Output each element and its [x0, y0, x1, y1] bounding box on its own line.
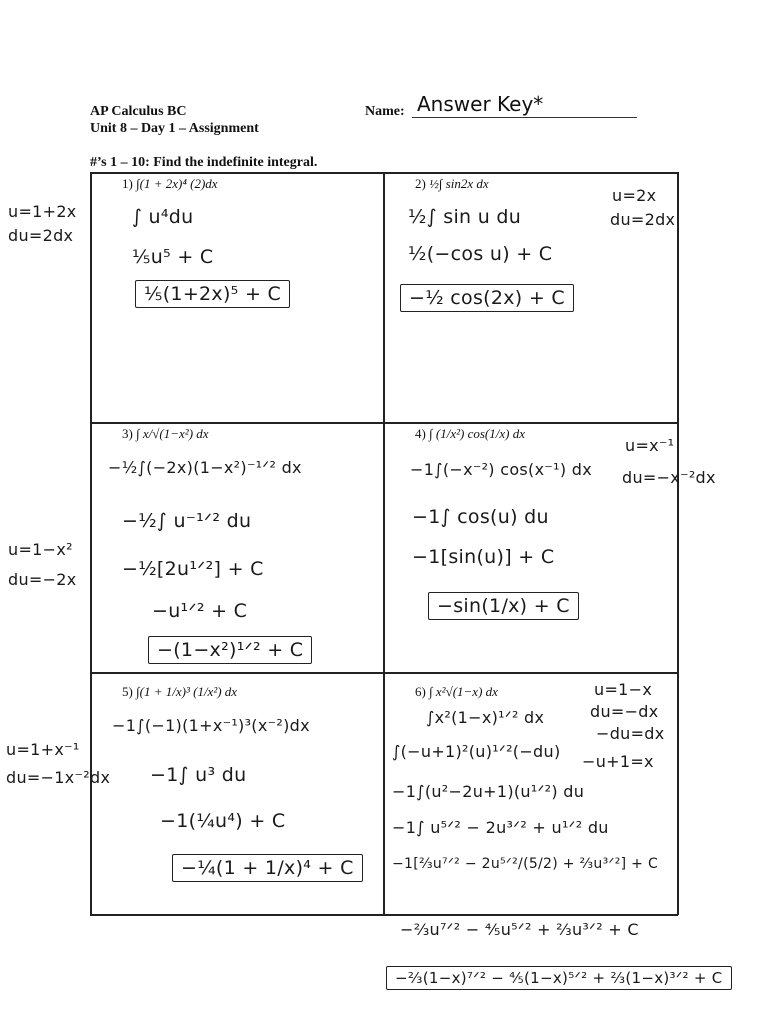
boxed-answer: −¼(1 + 1/x)⁴ + C [172, 854, 363, 882]
work-step: −1∫(u²−2u+1)(u¹ᐟ²) du [392, 782, 585, 801]
margin-note: du=2dx [610, 210, 676, 229]
work-step: ½(−cos u) + C [408, 243, 553, 265]
work-step: −⅔u⁷ᐟ² − ⅘u⁵ᐟ² + ⅔u³ᐟ² + C [400, 920, 639, 939]
name-value: Answer Key* [417, 92, 544, 116]
work-step: ∫ u⁴du [132, 206, 194, 228]
name-label: Name: [365, 104, 405, 119]
margin-note: du=−1x⁻²dx [6, 768, 111, 787]
work-step: ∫x²(1−x)¹ᐟ² dx [426, 708, 545, 727]
margin-note: u=1+2x [8, 202, 77, 221]
problem-label: 2) [415, 176, 426, 191]
work-step: ½∫ sin u du [408, 206, 522, 228]
boxed-answer: ⅕(1+2x)⁵ + C [135, 280, 290, 308]
margin-note: −du=dx [596, 724, 665, 743]
name-underline [412, 117, 637, 118]
problem-prompt: ½∫ sin2x dx [429, 176, 489, 191]
problem-label: 1) [122, 176, 133, 191]
margin-note: u=1−x² [8, 540, 73, 559]
margin-note: u=1−x [594, 680, 653, 699]
problem-prompt: ∫ x/√(1−x²) dx [136, 426, 209, 441]
boxed-answer: −⅔(1−x)⁷ᐟ² − ⅘(1−x)⁵ᐟ² + ⅔(1−x)³ᐟ² + C [386, 966, 732, 990]
problem-label: 5) [122, 684, 133, 699]
problem-prompt: ∫(1 + 1/x)³ (1/x²) dx [136, 684, 238, 699]
course-title: AP Calculus BC [90, 104, 187, 119]
work-step: −1∫ cos(u) du [412, 506, 549, 528]
work-step: −½[2u¹ᐟ²] + C [122, 558, 264, 580]
work-step: −1(¼u⁴) + C [160, 810, 286, 832]
work-step: −½∫(−2x)(1−x²)⁻¹ᐟ² dx [108, 458, 302, 477]
margin-note: du=−x⁻²dx [622, 468, 716, 487]
work-step: −1[⅔u⁷ᐟ² − 2u⁵ᐟ²/(5/2) + ⅔u³ᐟ²] + C [392, 856, 659, 872]
instructions: #’s 1 – 10: Find the indefinite integral. [90, 155, 318, 170]
margin-note: u=1+x⁻¹ [6, 740, 80, 759]
work-step: ∫(−u+1)²(u)¹ᐟ²(−du) [392, 742, 561, 761]
boxed-answer: −(1−x²)¹ᐟ² + C [148, 636, 312, 664]
work-step: −1∫ u³ du [150, 764, 247, 786]
margin-note: du=2dx [8, 226, 74, 245]
unit-title: Unit 8 – Day 1 – Assignment [90, 121, 259, 136]
problem-label: 3) [122, 426, 133, 441]
work-step: −½∫ u⁻¹ᐟ² du [122, 510, 252, 532]
margin-note: du=−2x [8, 570, 77, 589]
work-step: −u¹ᐟ² + C [152, 600, 248, 622]
problem-prompt: ∫(1 + 2x)⁴ (2)dx [136, 176, 218, 191]
work-step: −1∫(−1)(1+x⁻¹)³(x⁻²)dx [112, 716, 310, 735]
problem-prompt: ∫ (1/x²) cos(1/x) dx [429, 426, 525, 441]
work-step: −1[sin(u)] + C [412, 546, 555, 568]
margin-note: −u+1=x [582, 752, 654, 771]
boxed-answer: −sin(1/x) + C [428, 592, 579, 620]
problem-label: 6) [415, 684, 426, 699]
problem-label: 4) [415, 426, 426, 441]
problem-prompt: ∫ x²√(1−x) dx [429, 684, 498, 699]
margin-note: u=2x [612, 186, 657, 205]
work-step: ⅕u⁵ + C [132, 246, 214, 268]
margin-note: du=−dx [590, 702, 659, 721]
work-step: −1∫(−x⁻²) cos(x⁻¹) dx [410, 460, 592, 479]
work-step: −1∫ u⁵ᐟ² − 2u³ᐟ² + u¹ᐟ² du [392, 818, 609, 837]
margin-note: u=x⁻¹ [625, 436, 675, 455]
boxed-answer: −½ cos(2x) + C [400, 284, 574, 312]
